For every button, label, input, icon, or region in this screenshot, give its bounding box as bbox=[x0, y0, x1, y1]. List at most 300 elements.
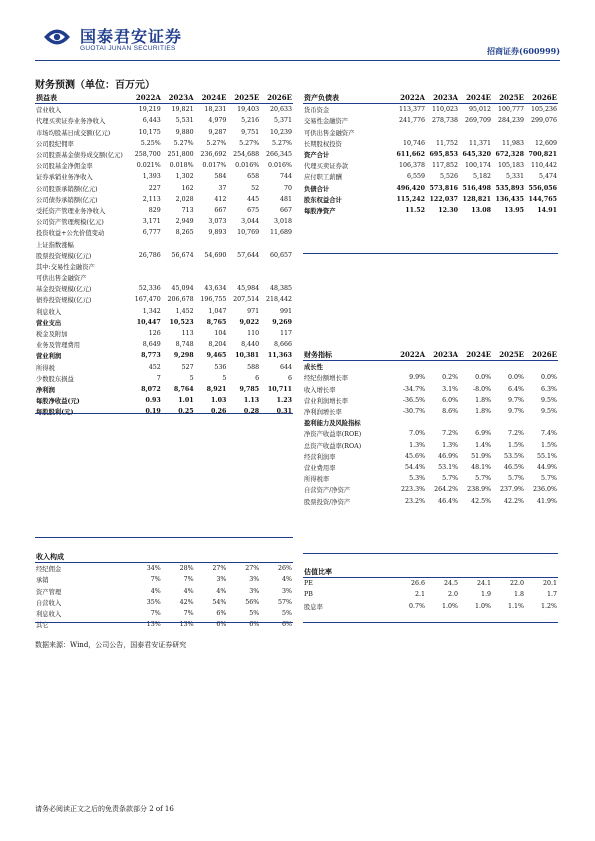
cell-value: 1,342 bbox=[142, 307, 161, 315]
table-row bbox=[303, 484, 558, 495]
year-header bbox=[459, 566, 492, 578]
cell-value: 11,752 bbox=[435, 139, 458, 147]
valuation-ratios-table bbox=[303, 566, 558, 612]
cell-value: 223.3% bbox=[401, 486, 426, 494]
cell-value: 4% bbox=[150, 587, 161, 595]
cell-value: 19,821 bbox=[171, 106, 194, 114]
cell-value: 3% bbox=[249, 587, 260, 595]
cell-value: 22.0 bbox=[509, 580, 524, 588]
table-row bbox=[35, 238, 293, 249]
year-header bbox=[227, 551, 260, 563]
row-label: 经纪佣金 bbox=[36, 566, 62, 574]
year-header: 2025E bbox=[492, 349, 525, 361]
cell-value: 0.7% bbox=[409, 602, 425, 610]
cell-value: 299,076 bbox=[530, 117, 557, 125]
cell-value: 237.9% bbox=[500, 486, 525, 494]
cell-value: -34.7% bbox=[402, 385, 426, 393]
cell-value: 117 bbox=[279, 330, 292, 338]
data-source: 数据来源：Wind，公司公告，国泰君安证券研究 bbox=[35, 641, 187, 649]
cell-value: 7.2% bbox=[442, 430, 459, 438]
cell-value: 218,442 bbox=[265, 296, 292, 304]
cell-value: 0.016% bbox=[267, 162, 292, 170]
table-title: 资产负债表 bbox=[303, 92, 393, 104]
table-header-row bbox=[35, 551, 293, 563]
cell-value bbox=[195, 272, 228, 283]
row-label: 总资产收益率(ROA) bbox=[304, 442, 362, 450]
cell-value: 588 bbox=[247, 363, 260, 371]
cell-value: 126 bbox=[148, 330, 161, 338]
table-row bbox=[35, 205, 293, 216]
cell-value: 37 bbox=[218, 184, 227, 192]
indicators-bottom-rule bbox=[303, 553, 558, 554]
cell-value: 675 bbox=[247, 206, 260, 214]
cell-value: 0.26 bbox=[211, 408, 227, 416]
cell-value bbox=[393, 417, 426, 428]
revenue-bottom-rule bbox=[35, 622, 293, 623]
cell-value: 46.9% bbox=[438, 452, 459, 460]
cell-value: 5.27% bbox=[173, 139, 194, 147]
cell-value: 236.0% bbox=[532, 486, 557, 494]
table-row bbox=[303, 361, 558, 373]
cell-value: 5.7% bbox=[442, 475, 459, 483]
cell-value: 10,175 bbox=[138, 128, 161, 136]
cell-value: 52,336 bbox=[138, 285, 161, 293]
row-label: 公司股基金净佣金率 bbox=[36, 163, 93, 171]
row-label: 盈利能力及风险指标 bbox=[304, 420, 361, 428]
cell-value: 10,523 bbox=[169, 318, 194, 326]
cell-value: 48.1% bbox=[471, 463, 492, 471]
cell-value: 573,816 bbox=[429, 184, 458, 192]
row-label: 股票投资/净资产 bbox=[304, 498, 351, 506]
cell-value: 251,800 bbox=[167, 151, 194, 159]
cell-value: 5.3% bbox=[409, 475, 426, 483]
row-label: 货币资金 bbox=[304, 107, 330, 115]
cell-value: 42.5% bbox=[471, 497, 492, 505]
cell-value: 3% bbox=[216, 576, 227, 584]
cell-value: 556,056 bbox=[528, 184, 557, 192]
cell-value: 27% bbox=[212, 565, 227, 573]
cell-value: 269,709 bbox=[464, 117, 491, 125]
row-label: 交易性金融资产 bbox=[304, 118, 349, 126]
cell-value: 115,242 bbox=[396, 195, 425, 203]
cell-value: 667 bbox=[214, 206, 227, 214]
table-row bbox=[303, 183, 558, 194]
table-row bbox=[303, 205, 558, 216]
section-title: 财务预测（单位：百万元） bbox=[35, 80, 155, 91]
row-label: 所得税 bbox=[36, 364, 55, 372]
cell-value: 236,692 bbox=[200, 151, 227, 159]
table-row bbox=[303, 589, 558, 600]
row-label: 净利润增长率 bbox=[304, 409, 342, 417]
cell-value: 266,345 bbox=[265, 151, 292, 159]
cell-value: 5.25% bbox=[140, 139, 161, 147]
brand-name-cn: 国泰君安证券 bbox=[80, 27, 183, 46]
cell-value: 110,023 bbox=[431, 106, 458, 114]
table-row bbox=[303, 115, 558, 126]
table-row bbox=[35, 127, 293, 138]
cell-value: 23.2% bbox=[405, 497, 426, 505]
table-row bbox=[35, 261, 293, 272]
row-label: 可供出售金融资产 bbox=[36, 275, 87, 283]
cell-value: 5,216 bbox=[241, 117, 260, 125]
table-row bbox=[303, 395, 558, 406]
cell-value bbox=[227, 261, 260, 272]
table-row bbox=[35, 183, 293, 194]
cell-value: 8.6% bbox=[442, 408, 459, 416]
year-header: 2023A bbox=[162, 92, 195, 104]
cell-value: 8,440 bbox=[241, 341, 260, 349]
cell-value: 18,231 bbox=[204, 106, 227, 114]
cell-value: 70 bbox=[283, 184, 292, 192]
cell-value: 695,853 bbox=[429, 151, 458, 159]
year-header: 2022A bbox=[393, 92, 426, 104]
table-row bbox=[35, 160, 293, 171]
cell-value bbox=[162, 272, 195, 283]
cell-value: 1.0% bbox=[442, 602, 458, 610]
cell-value: 105,236 bbox=[530, 106, 557, 114]
cell-value: 6% bbox=[282, 621, 292, 629]
cell-value: 8,773 bbox=[141, 352, 161, 360]
table-row bbox=[35, 373, 293, 384]
cell-value: 5,371 bbox=[273, 117, 292, 125]
cell-value: 1.13 bbox=[243, 397, 260, 405]
cell-value: 5.27% bbox=[239, 139, 260, 147]
cell-value: 254,688 bbox=[233, 151, 260, 159]
cell-value: 9.5% bbox=[541, 408, 557, 416]
cell-value: 10,239 bbox=[269, 128, 292, 136]
table-row bbox=[35, 395, 293, 406]
table-row bbox=[303, 440, 558, 451]
cell-value: 9.9% bbox=[409, 374, 426, 382]
cell-value: 5 bbox=[189, 374, 194, 382]
cell-value bbox=[129, 272, 162, 283]
cell-value: -8.0% bbox=[472, 385, 492, 393]
cell-value: 238.9% bbox=[467, 486, 492, 494]
cell-value bbox=[393, 127, 426, 138]
row-label: 应付职工薪酬 bbox=[304, 174, 342, 182]
cell-value: 5.27% bbox=[206, 139, 227, 147]
cell-value: 19,403 bbox=[237, 106, 260, 114]
cell-value: 667 bbox=[279, 206, 292, 214]
cell-value: 744 bbox=[279, 173, 292, 181]
cell-value: 28% bbox=[179, 565, 194, 573]
cell-value: -30.7% bbox=[402, 408, 426, 416]
income-bottom-rule bbox=[35, 413, 293, 414]
cell-value: 5.7% bbox=[508, 475, 525, 483]
cell-value: 0.0% bbox=[508, 374, 525, 382]
cell-value: 44.9% bbox=[536, 463, 557, 471]
cell-value: 6,559 bbox=[406, 173, 425, 181]
brand-name-en: GUOTAI JUNAN SECURITIES bbox=[80, 45, 176, 52]
table-row bbox=[35, 149, 293, 160]
cell-value: 5.7% bbox=[475, 475, 492, 483]
cell-value: 8,666 bbox=[273, 341, 292, 349]
table-row bbox=[35, 283, 293, 294]
cell-value: 6,443 bbox=[142, 117, 161, 125]
year-header bbox=[525, 566, 558, 578]
cell-value: 104 bbox=[214, 330, 227, 338]
table-row bbox=[35, 138, 293, 149]
cell-value: 11,983 bbox=[501, 139, 524, 147]
cell-value: 144,765 bbox=[528, 195, 557, 203]
table-title: 财务指标 bbox=[303, 349, 393, 361]
cell-value: 13% bbox=[179, 621, 194, 629]
table-row bbox=[35, 306, 293, 317]
table-row bbox=[303, 428, 558, 439]
row-label: 公司资产管理规模(亿元) bbox=[36, 219, 104, 227]
cell-value: 829 bbox=[148, 206, 161, 214]
cell-value: 41.9% bbox=[536, 497, 557, 505]
row-label: 利息收入 bbox=[36, 611, 62, 619]
row-label: 自营收入 bbox=[36, 599, 62, 607]
cell-value: 4% bbox=[216, 587, 227, 595]
cell-value: 14.91 bbox=[537, 206, 557, 214]
table-row bbox=[303, 473, 558, 484]
cell-value: 5,526 bbox=[439, 173, 458, 181]
cell-value: 27% bbox=[245, 565, 260, 573]
cell-value: 42.2% bbox=[504, 497, 525, 505]
cell-value: 584 bbox=[214, 173, 227, 181]
table-row bbox=[303, 194, 558, 205]
cell-value: 1.5% bbox=[508, 441, 525, 449]
row-label: 其它 bbox=[36, 622, 49, 630]
year-header bbox=[393, 566, 426, 578]
row-label: 可供出售金融资产 bbox=[304, 129, 355, 137]
cell-value: 52 bbox=[251, 184, 260, 192]
table-row bbox=[303, 149, 558, 160]
table-header-row bbox=[35, 92, 293, 104]
cell-value: 645,320 bbox=[462, 151, 491, 159]
year-header: 2026E bbox=[525, 349, 558, 361]
cell-value: 26.6 bbox=[410, 580, 425, 588]
cell-value: 4% bbox=[183, 587, 194, 595]
row-label: 净利润 bbox=[36, 386, 55, 394]
cell-value: 644 bbox=[279, 363, 292, 371]
cell-value: 113,377 bbox=[398, 106, 425, 114]
cell-value: 0.0% bbox=[475, 374, 492, 382]
cell-value: 672,328 bbox=[495, 151, 524, 159]
cell-value bbox=[393, 361, 426, 373]
cell-value: 5,331 bbox=[505, 173, 524, 181]
table-row bbox=[35, 563, 293, 575]
balance-sheet-table bbox=[303, 92, 558, 216]
cell-value: 9,785 bbox=[239, 385, 260, 393]
cell-value: 162 bbox=[181, 184, 194, 192]
row-label: 资产管理 bbox=[36, 588, 62, 596]
cell-value: 1.7 bbox=[546, 591, 557, 599]
cell-value bbox=[129, 261, 162, 272]
cell-value: 6.0% bbox=[442, 396, 459, 404]
cell-value: 1.03 bbox=[211, 397, 227, 405]
cell-value: 6% bbox=[216, 610, 227, 618]
cell-value: 10,711 bbox=[267, 385, 292, 393]
row-label: 代理买卖证券款 bbox=[304, 163, 349, 171]
cell-value: 117,852 bbox=[431, 162, 458, 170]
cell-value: 9,751 bbox=[241, 128, 260, 136]
cell-value: 3,044 bbox=[241, 218, 260, 226]
cell-value: 0.28 bbox=[243, 408, 260, 416]
cell-value: 6% bbox=[216, 621, 227, 629]
cell-value: 0.017% bbox=[202, 162, 227, 170]
row-label: PB bbox=[304, 591, 313, 599]
row-label: 净资产收益率(ROE) bbox=[304, 431, 362, 439]
cell-value: 1.8% bbox=[475, 408, 492, 416]
cell-value: 3,171 bbox=[142, 218, 161, 226]
cell-value: 95,012 bbox=[468, 106, 491, 114]
cell-value: 0.021% bbox=[136, 162, 161, 170]
company-logo-icon bbox=[42, 26, 72, 48]
cell-value: 6% bbox=[249, 621, 260, 629]
row-label: 每股净收益(元) bbox=[36, 398, 80, 406]
table-title: 收入构成 bbox=[35, 551, 129, 563]
cell-value: 1.3% bbox=[409, 441, 426, 449]
cell-value: 1.4% bbox=[475, 441, 492, 449]
cell-value: 1,302 bbox=[175, 173, 194, 181]
row-label: 收入增长率 bbox=[304, 386, 336, 394]
row-label: 成长性 bbox=[304, 364, 323, 372]
row-label: 营业利润 bbox=[36, 353, 62, 361]
page-footer: 请务必阅读正文之后的免责条款部分 2 of 16 bbox=[35, 805, 174, 813]
cell-value: 9.7% bbox=[508, 408, 525, 416]
cell-value: 1,452 bbox=[175, 307, 194, 315]
cell-value: 196,755 bbox=[200, 296, 227, 304]
cell-value: 2,949 bbox=[175, 218, 194, 226]
cell-value: 658 bbox=[247, 173, 260, 181]
row-label: 每股股利(元) bbox=[36, 409, 74, 417]
year-header: 2024E bbox=[195, 92, 228, 104]
cell-value: 2,028 bbox=[175, 195, 194, 203]
year-header bbox=[492, 566, 525, 578]
year-header: 2024E bbox=[459, 92, 492, 104]
cell-value: 8,764 bbox=[173, 385, 194, 393]
cell-value: 9,298 bbox=[173, 352, 194, 360]
cell-value: 1.9 bbox=[480, 591, 491, 599]
row-label: 公司股纪佣率 bbox=[36, 140, 74, 148]
row-label: 基金投资规模(亿元) bbox=[36, 286, 92, 294]
cell-value: 19,219 bbox=[138, 106, 161, 114]
cell-value bbox=[525, 361, 558, 373]
cell-value: 6,777 bbox=[142, 229, 161, 237]
cell-value: 1,393 bbox=[142, 173, 161, 181]
table-row bbox=[303, 495, 558, 506]
cell-value: 5.27% bbox=[271, 139, 292, 147]
cell-value: 10,447 bbox=[136, 318, 161, 326]
cell-value: 10,769 bbox=[237, 229, 260, 237]
financial-indicators-table bbox=[303, 349, 558, 507]
cell-value: 34% bbox=[146, 565, 161, 573]
row-label: 营业支出 bbox=[36, 319, 62, 327]
cell-value: 7 bbox=[156, 374, 161, 382]
cell-value bbox=[459, 361, 492, 373]
cell-value: 100,777 bbox=[497, 106, 524, 114]
cell-value: 105,183 bbox=[497, 162, 524, 170]
cell-value: 5,531 bbox=[175, 117, 194, 125]
table-row bbox=[35, 586, 293, 597]
table-row bbox=[35, 619, 293, 630]
row-label: 代理买卖证券业务净收入 bbox=[36, 118, 106, 126]
cell-value: 0.2% bbox=[442, 374, 459, 382]
cell-value: 9,287 bbox=[208, 128, 227, 136]
table-row bbox=[35, 384, 293, 395]
cell-value: 258,700 bbox=[134, 151, 161, 159]
cell-value: 46.5% bbox=[504, 463, 525, 471]
cell-value: 57,644 bbox=[237, 251, 260, 259]
cell-value bbox=[459, 417, 492, 428]
row-label: 公司股票基金债券成交额(亿元) bbox=[36, 152, 123, 160]
cell-value: 45,094 bbox=[171, 285, 194, 293]
row-label: 经营利润率 bbox=[304, 453, 336, 461]
cell-value: 113 bbox=[181, 330, 194, 338]
cell-value: 2,113 bbox=[142, 195, 161, 203]
row-label: 业务及管理费用 bbox=[36, 342, 81, 350]
row-label: 营业费用率 bbox=[304, 464, 336, 472]
table-row bbox=[35, 294, 293, 305]
cell-value: 1.8% bbox=[475, 396, 492, 404]
row-label: 股息率 bbox=[304, 603, 323, 611]
cell-value: 13% bbox=[146, 621, 161, 629]
cell-value: 445 bbox=[247, 195, 260, 203]
table-title: 估值比率 bbox=[303, 566, 393, 578]
cell-value: 45,984 bbox=[237, 285, 260, 293]
cell-value bbox=[492, 127, 525, 138]
cell-value: 278,738 bbox=[431, 117, 458, 125]
table-row bbox=[35, 250, 293, 261]
cell-value: 971 bbox=[247, 307, 260, 315]
cell-value: 6.4% bbox=[508, 385, 525, 393]
table-row bbox=[303, 160, 558, 171]
cell-value: 241,776 bbox=[398, 117, 425, 125]
cell-value: 10,381 bbox=[235, 352, 260, 360]
year-header: 2026E bbox=[525, 92, 558, 104]
cell-value bbox=[492, 417, 525, 428]
table-row bbox=[35, 272, 293, 283]
cell-value: 26% bbox=[278, 565, 292, 573]
valuation-bottom-rule bbox=[303, 622, 558, 623]
cell-value bbox=[260, 261, 293, 272]
row-label: 证券承销业务净收入 bbox=[36, 174, 93, 182]
cell-value: 8,204 bbox=[208, 341, 227, 349]
cell-value bbox=[129, 238, 162, 249]
cell-value: 12.30 bbox=[438, 206, 458, 214]
cell-value: 0.016% bbox=[235, 162, 260, 170]
cell-value bbox=[260, 272, 293, 283]
table-row bbox=[35, 171, 293, 182]
year-header: 2025E bbox=[227, 92, 260, 104]
balance-bottom-rule bbox=[303, 253, 558, 254]
cell-value: 535,893 bbox=[495, 184, 524, 192]
cell-value: 6 bbox=[255, 374, 260, 382]
table-row bbox=[303, 406, 558, 417]
cell-value: 1.3% bbox=[442, 441, 459, 449]
cell-value: 2.0 bbox=[447, 591, 458, 599]
cell-value: 110,442 bbox=[530, 162, 557, 170]
table-row bbox=[35, 216, 293, 227]
cell-value: 0.018% bbox=[169, 162, 194, 170]
cell-value: 3% bbox=[282, 587, 292, 595]
cell-value: 6.3% bbox=[541, 385, 557, 393]
cell-value: 43,634 bbox=[204, 285, 227, 293]
row-label: 所得税率 bbox=[304, 476, 330, 484]
cell-value: 56,674 bbox=[171, 251, 194, 259]
cell-value: 412 bbox=[214, 195, 227, 203]
cell-value bbox=[195, 238, 228, 249]
cell-value: 991 bbox=[279, 307, 292, 315]
cell-value: 42% bbox=[179, 598, 194, 606]
cell-value: 6.9% bbox=[475, 430, 492, 438]
row-label: 长期股权投资 bbox=[304, 140, 342, 148]
cell-value: 3,073 bbox=[208, 218, 227, 226]
cell-value: 106,378 bbox=[398, 162, 425, 170]
